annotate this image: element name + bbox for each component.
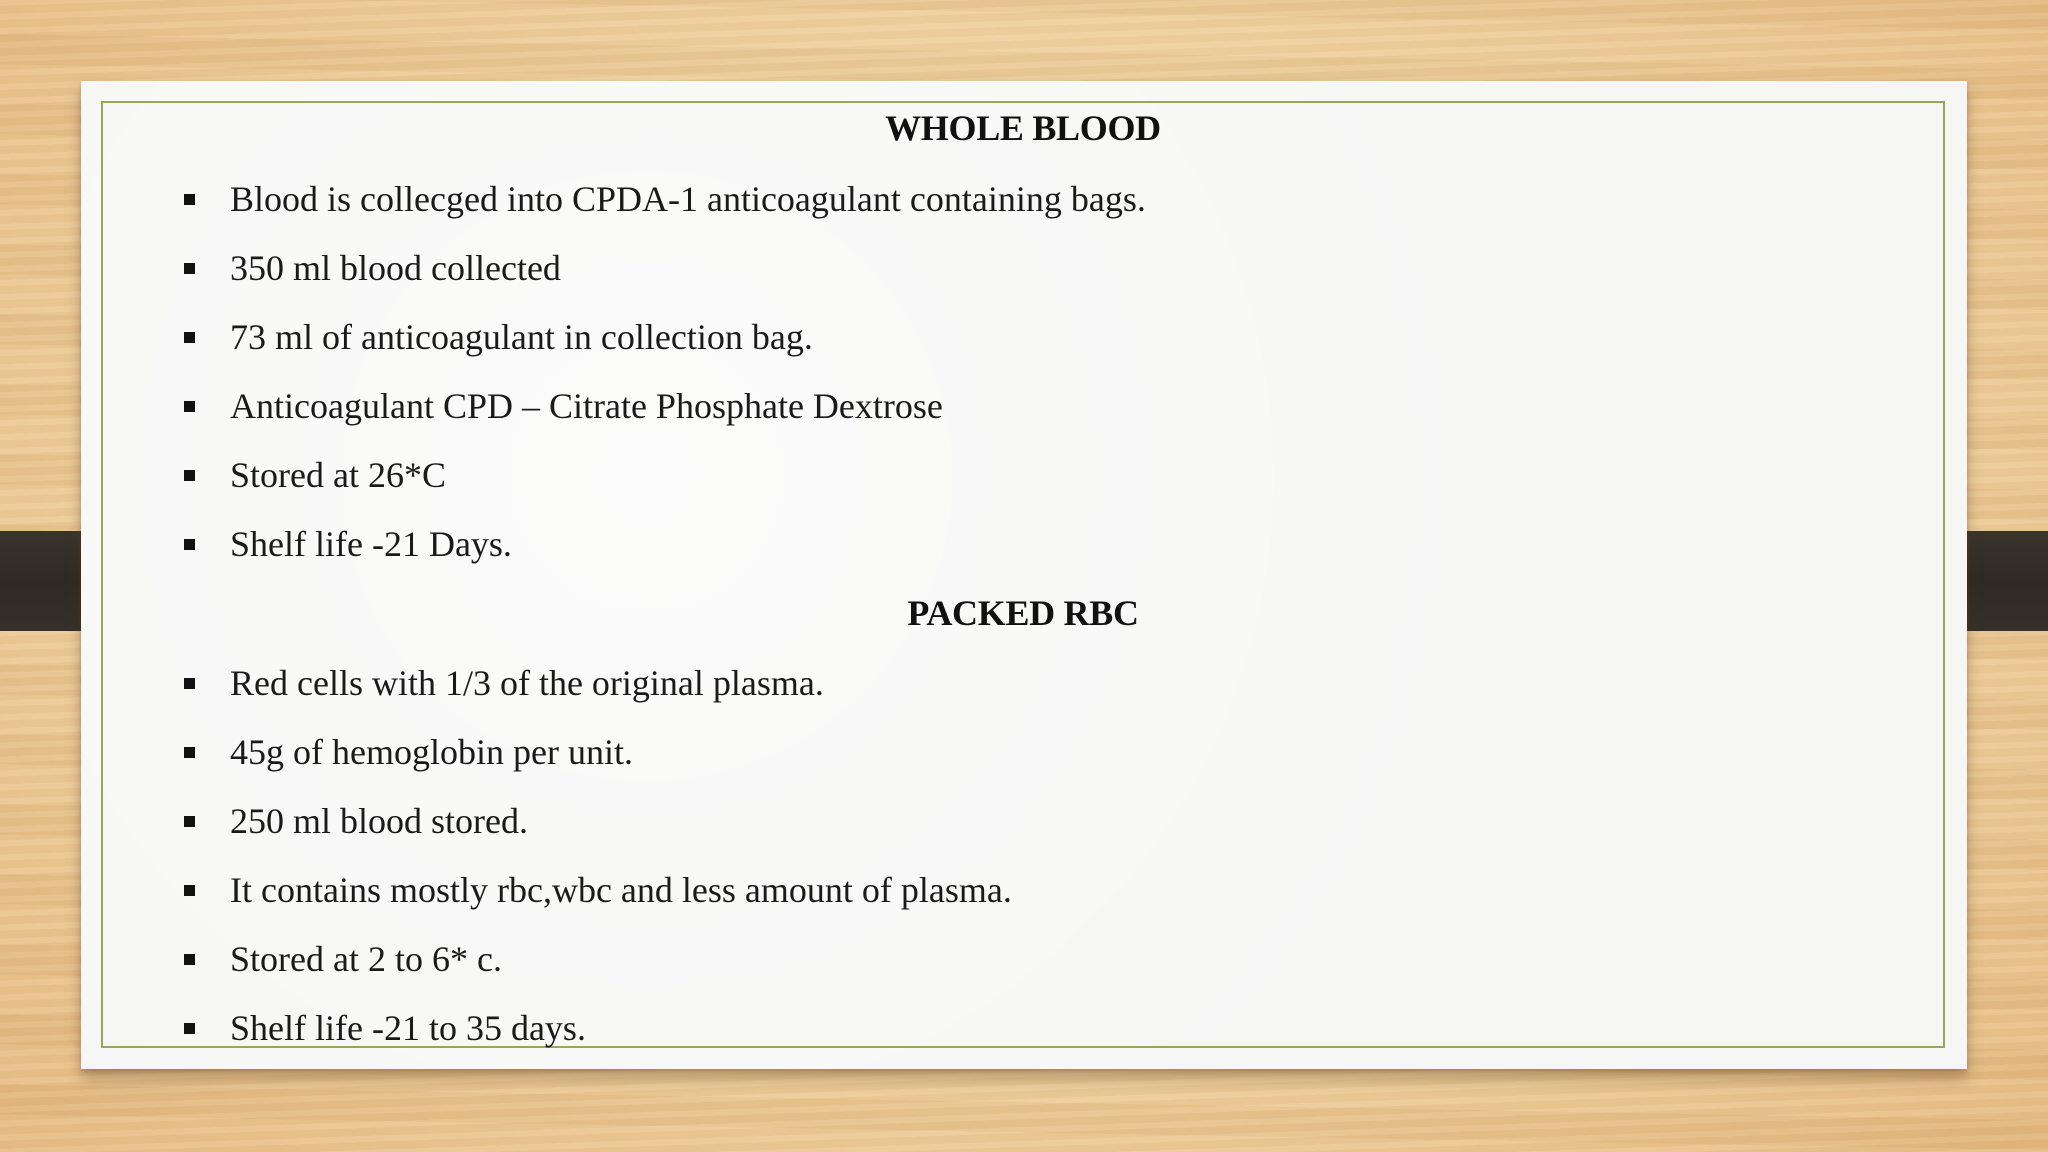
list-item	[184, 248, 561, 288]
bullet-square-icon	[184, 747, 195, 758]
section-heading-packed-rbc: PACKED RBC	[907, 593, 1139, 633]
bullet-square-icon	[184, 401, 195, 412]
list-item	[184, 524, 512, 564]
bullet-square-icon	[184, 539, 195, 550]
bullet-square-icon	[184, 263, 195, 274]
bullet-square-icon	[184, 678, 195, 689]
bullet-square-icon	[184, 885, 195, 896]
list-item	[184, 870, 1012, 910]
list-item-text: 250 ml blood stored.	[230, 801, 528, 841]
list-item	[184, 455, 446, 495]
list-item	[184, 801, 528, 841]
list-item	[184, 386, 943, 426]
list-item-text: It contains mostly rbc,wbc and less amount of plasma.	[230, 870, 1012, 910]
bullet-square-icon	[184, 194, 195, 205]
list-item-text: 350 ml blood collected	[230, 248, 561, 288]
list-item-text: Stored at 2 to 6* c.	[230, 939, 502, 979]
list-item-text: Stored at 26*C	[230, 455, 446, 495]
list-item-text: Red cells with 1/3 of the original plasma.	[230, 663, 824, 703]
list-item	[184, 317, 813, 357]
list-item	[184, 179, 1146, 219]
list-item	[184, 663, 824, 703]
list-item-text: Blood is collecged into CPDA-1 anticoagulant containing bags.	[230, 179, 1146, 219]
bullet-square-icon	[184, 954, 195, 965]
bullet-square-icon	[184, 332, 195, 343]
list-item-text: Shelf life -21 Days.	[230, 524, 512, 564]
list-item-text: Anticoagulant CPD – Citrate Phosphate Dextrose	[230, 386, 943, 426]
list-item	[184, 732, 633, 772]
list-item-text: 73 ml of anticoagulant in collection bag.	[230, 317, 813, 357]
bullet-square-icon	[184, 1023, 195, 1034]
list-item-text: Shelf life -21 to 35 days.	[230, 1008, 586, 1048]
list-item	[184, 1008, 586, 1048]
list-item-text: 45g of hemoglobin per unit.	[230, 732, 633, 772]
section-heading-whole-blood: WHOLE BLOOD	[885, 108, 1161, 148]
bullet-square-icon	[184, 470, 195, 481]
bullet-square-icon	[184, 816, 195, 827]
list-item	[184, 939, 502, 979]
